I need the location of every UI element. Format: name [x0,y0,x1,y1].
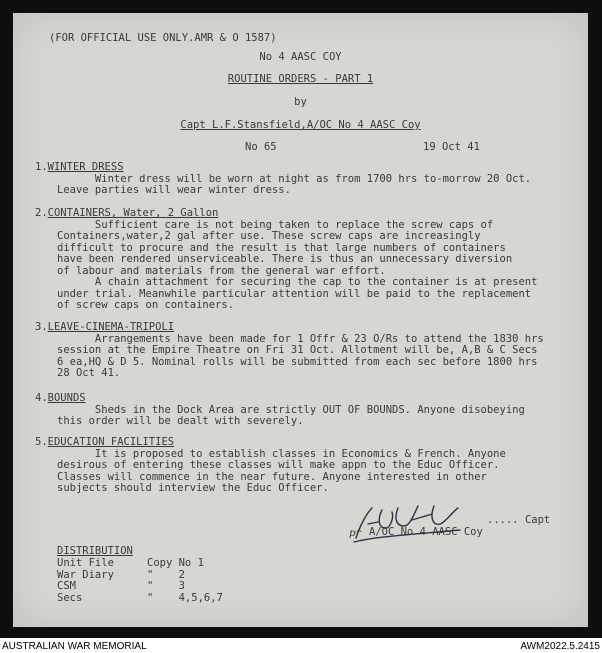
distribution-copy: Copy No 1 [147,557,204,569]
unit-name: No 4 AASC COY [259,51,342,63]
restriction-line: (FOR OFFICIAL USE ONLY.AMR & O 1587) [49,32,277,44]
section-body-line: this order will be dealt with severely. [57,415,304,427]
section-body-line: Arrangements have been made for 1 Offr & 23 O/Rs to attend the 1830 hrs [57,332,544,345]
section-body-line: Sheds in the Dock Area are strictly OUT OF BOUNDS. Anyone disobeying [57,403,525,416]
section-body-line: of labour and materials from the general war effort. [57,264,386,277]
distribution-recipient: CSM [57,580,76,593]
order-date: 19 Oct 41 [423,141,480,153]
section-body-line: Containers,water,2 gal after use. These screw caps are increasingly [57,230,481,242]
section-heading-text: EDUCATION FACILITIES [47,436,175,448]
archive-footer [0,639,602,653]
section-heading [35,393,86,405]
section-heading [35,208,218,220]
section-body-line: session at the Empire Theatre on Fri 31 Oct. Allotment will be, A,B & C Secs [57,344,538,356]
signature-block: A/OC No 4 AASC Coy [369,526,483,538]
distribution-recipient: Secs [57,591,83,604]
section-body-line: of screw caps on containers. [57,299,235,311]
document-title: ROUTINE ORDERS - PART 1 [227,73,374,85]
section-number: 5. [35,436,48,448]
signature-rank [487,515,550,527]
rank-text: Capt [524,514,551,526]
section-number: 3. [35,321,48,333]
footer-accession: AWM2022.5.2415 [520,641,600,652]
section-body-line: Leave parties will wear winter dress. [57,184,291,196]
section-heading-text: BOUNDS [47,392,86,404]
distribution-copy: " 4,5,6,7 [147,591,223,604]
section-body-line: It is proposed to establish classes in Economics & French. Anyone [57,447,506,460]
section-heading [35,322,174,334]
per-mark: pr [349,527,361,539]
section-number: 2. [35,207,48,219]
section-number: 4. [35,392,48,404]
by-line: by [294,96,307,108]
author-line: Capt L.F.Stansfield,A/OC No 4 AASC Coy [180,119,421,131]
section-body-line: Classes will commence in the near future. Anyone interested in other [57,470,487,483]
section-body-line: subjects should interview the Educ Officer. [57,482,329,494]
section-body-line: 28 Oct 41. [57,367,121,379]
section-body-line: under trial. Meanwhile particular attention will be paid to the replacement [57,287,532,300]
distribution-recipient: Unit File [57,557,114,569]
document-page [13,13,588,627]
section-body-line: Winter dress will be worn at night as from 1700 hrs to-morrow 20 Oct. [57,172,532,185]
section-heading-text: CONTAINERS, Water, 2 Gallon [47,207,219,219]
section-body-line: 6 ea,HQ & D 5. Nominal rolls will be submitted from each sec before 1800 hrs [57,355,538,368]
section-number: 1. [35,161,48,173]
distribution-row [57,593,223,605]
section-body-line: difficult to procure and the result is that large numbers of containers [57,241,506,254]
section-body-line: desirous of entering these classes will make appn to the Educ Officer. [57,459,500,471]
section-heading-text: WINTER DRESS [47,161,124,173]
distribution-copy: " 3 [147,580,185,593]
distribution-recipient: War Diary [57,568,114,581]
section-body-line: A chain attachment for securing the cap to the container is at present [57,276,538,288]
section-body-line: Sufficient care is not being taken to replace the screw caps of [57,218,494,231]
routine-orders [13,13,588,627]
section-heading-text: LEAVE-CINEMA-TRIPOLI [47,321,175,333]
signature-dots: ..... [487,514,519,526]
distribution-title: DISTRIBUTION [57,545,133,557]
distribution-copy: " 2 [147,568,185,581]
order-number: No 65 [245,141,277,153]
section-heading [35,162,124,174]
section-heading [35,437,174,449]
footer-institution: AUSTRALIAN WAR MEMORIAL [2,641,147,652]
section-body-line: have been rendered unserviceable. There is thus an unnecessary diversion [57,253,513,265]
